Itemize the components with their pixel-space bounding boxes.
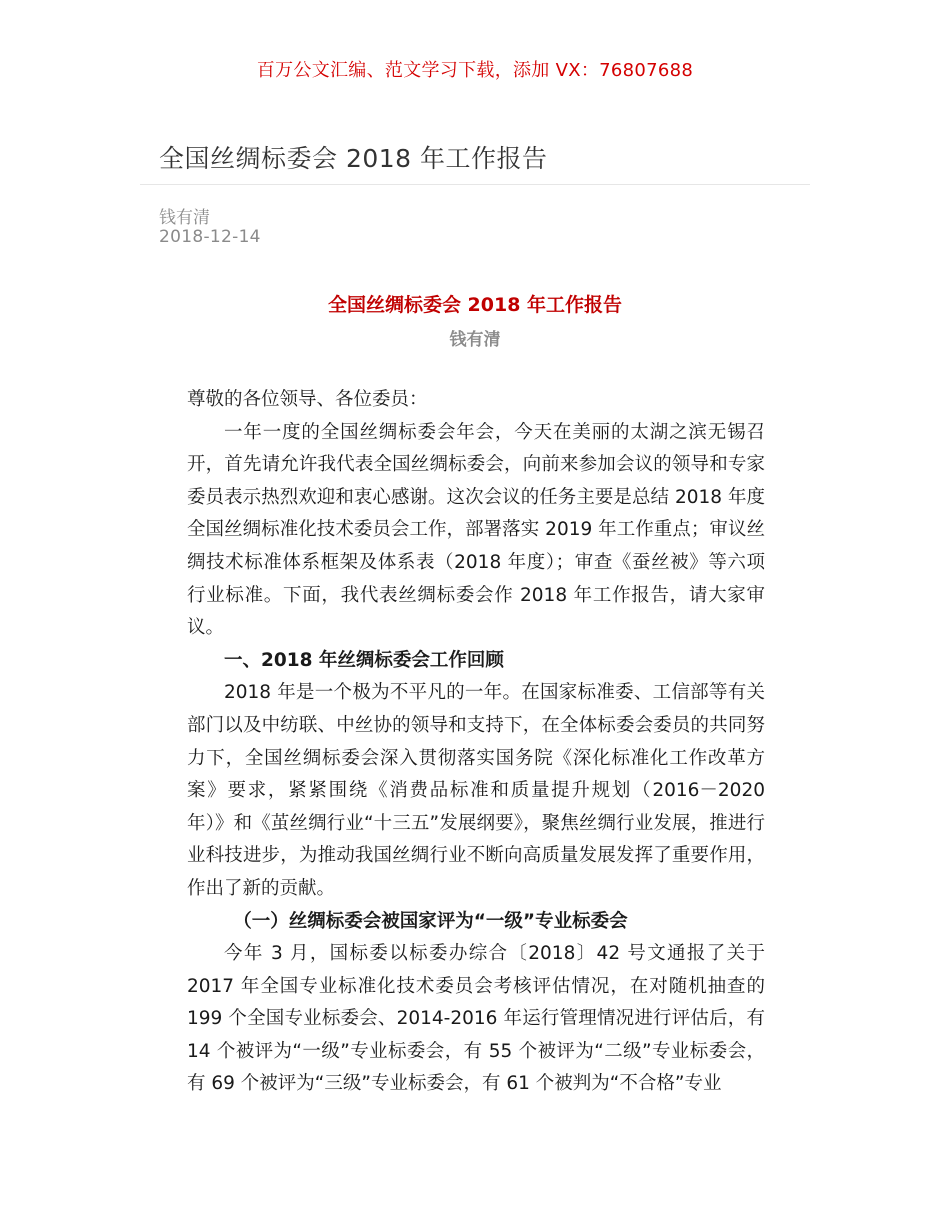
document-author: 钱有清 — [449, 330, 501, 350]
publish-date: 2018-12-14 — [159, 227, 261, 247]
document-body — [187, 384, 765, 1101]
subsection-paragraph: 今年 3 月，国标委以标委办综合〔2018〕42 号文通报了关于 2017 年全国专业标准化技术委员会考核评估情况，在对随机抽查的 199 个全国专业标委会、2014-2016 年运行管理情况进行评估后，有 14 个被评为“一级”专业标委会，有 55 个被评为“二级”专业标委会，有 69 个被评为“三级”专业标委会，有 61 个被判为“不合格”专业 — [187, 943, 765, 1095]
section-heading: 一、2018 年丝绸标委会工作回顾 — [224, 649, 504, 671]
section-paragraph: 2018 年是一个极为不平凡的一年。在国家标准委、工信部等有关部门以及中纺联、中丝协的领导和支持下，在全体标委会委员的共同努力下，全国丝绸标委会深入贯彻落实国务院《深化标准化工作改革方案》要求，紧紧围绕《消费品标准和质量提升规划（2016－2020 年）》和《茧丝绸行业“十三五”发展纲要》，聚焦丝绸行业发展，推进行业科技进步，为推动我国丝绸行业不断向高质量发展发挥了重要作用，作出了新的贡献。 — [187, 682, 765, 899]
subsection-heading: （一）丝绸标委会被国家评为“一级”专业标委会 — [233, 910, 628, 932]
document-heading: 全国丝绸标委会 2018 年工作报告 — [327, 294, 623, 316]
title-divider — [140, 184, 810, 185]
author-name: 钱有清 — [159, 208, 210, 228]
page-title: 全国丝绸标委会 2018 年工作报告 — [159, 144, 548, 173]
watermark-banner: 百万公文汇编、范文学习下载，添加 VX：76807688 — [256, 60, 694, 81]
intro-paragraph: 一年一度的全国丝绸标委会年会，今天在美丽的太湖之滨无锡召开，首先请允许我代表全国丝绸标委会，向前来参加会议的领导和专家委员表示热烈欢迎和衷心感谢。这次会议的任务主要是总结 2018 年度全国丝绸标准化技术委员会工作，部署落实 2019 年工作重点；审议丝绸技术标准体系框架及体系表（2018 年度）；审查《蚕丝被》等六项行业标准。下面，我代表丝绸标委会作 2018 年工作报告，请大家审议。 — [187, 421, 765, 639]
salutation: 尊敬的各位领导、各位委员： — [187, 389, 428, 410]
